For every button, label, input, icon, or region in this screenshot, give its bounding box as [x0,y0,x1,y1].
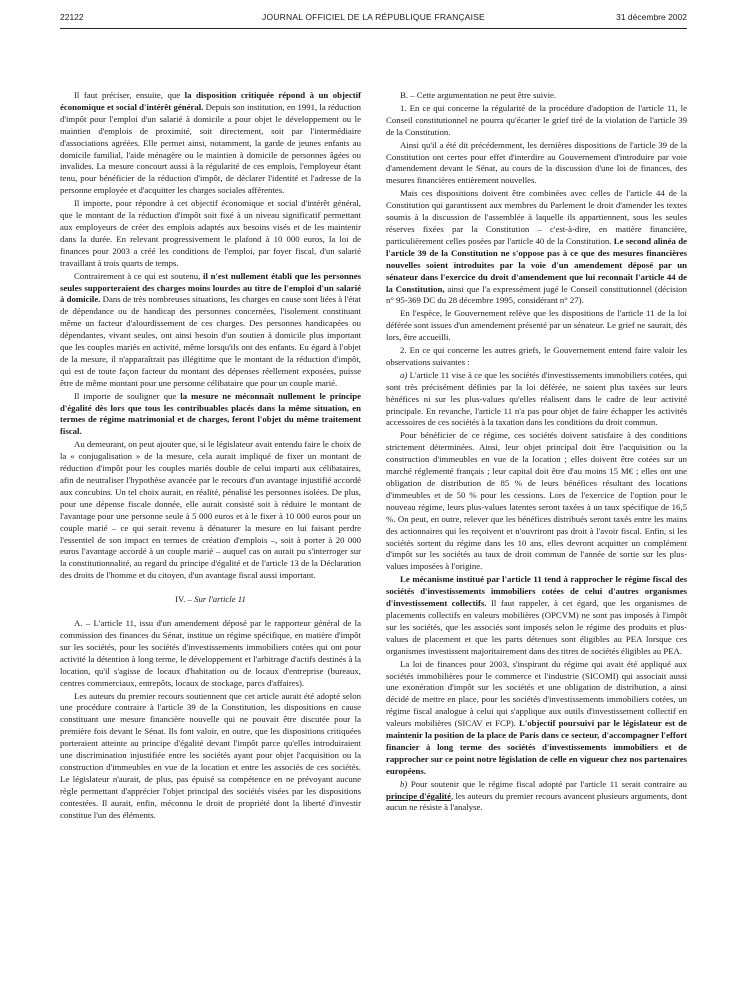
body-paragraph [386,308,687,344]
body-paragraph [386,103,687,139]
text-segment: B. – Cette argumentation ne peut être suivie. [400,90,557,100]
body-paragraph [60,618,361,689]
text-segment: Dans de très nombreuses situations, les charges en cause sont liées à l'état de dépendance ou de handicap des personnes concernées, l'isolement constituant même un facteur d'alourdissement de ces charges. Des personnes handicapées ou dépendantes, vivant seules, ont ainsi besoin d'un soutien à domicile plus important que les couples mariés en activité, même lorsqu'ils ont des enfants. Eu égard à l'objet de la mesure, il n'apparaîtrait pas illégitime que le montant de la réduction d'impôt, qui est de toute façon facteur du montant des dépenses réellement exposées, puisse être de même montant pour une personne célibataire que pour un couple marié. [60,294,361,388]
text-segment: Contrairement à ce qui est soutenu, [74,270,204,281]
text-segment: b) [400,778,408,789]
page-header [60,12,687,28]
section-heading [60,594,361,606]
text-segment: Les auteurs du premier recours soutiennent que cet article aurait été adopté selon une procédure contraire à l'article 39 de la Constitution, les dispositions en cause constituant une mesure financière nouvelle qui ne pouvait être discutée pour la première fois devant le Sénat. Ils font valoir, en outre, que les dispositions critiquées porteraient atteinte au principe d'égalité devant l'impôt parce qu'elles introduiraient une discrimination injustifiée entre les sociétés ayant pour objet l'acquisition ou la construction d'immeubles en vue de la location et entre les associés de ces sociétés. Le législateur n'aurait, de plus, pas épuisé sa compétence en ne prévoyant aucune règle permettant d'apprécier l'objet principal des sociétés visées par les dispositions contestées. Il aurait, enfin, méconnu le droit de propriété dont la liberté d'investir constitue l'un des éléments. [60,690,361,820]
text-segment: Le second alinéa de l'article 39 de la Constitution ne s'oppose pas à ce que des mesures financières nouvelles soient introduites par la voie d'un amendement déposé par un sénateur dans l'exercice du droit d'amendement que lui reconnaît l'article 44 de la Constitution, [386,235,687,294]
text-segment: L'article 11 vise à ce que les sociétés d'investissements immobiliers cotées, qui sont très précisément définies par la loi déférée, ne soient plus taxées sur leurs bénéfices ni sur les plus-values qu'elles réalisent dans le cadre de leur activité principale. En revanche, l'article 11 n'a pas pour objet de faire échapper les activités accessoires de ces sociétés à la taxation dans les conditions du droit commun. [386,369,687,428]
text-segment: a) [400,369,408,380]
text-segment: IV. – [175,594,195,605]
text-segment: Il importe de souligner que [74,390,181,401]
text-segment: En l'espèce, le Gouvernement relève que les dispositions de l'article 11 de la loi déférée sont issues d'un amendement présenté par un sénateur. Le grief ne saurait, dès lors, être accueilli. [386,308,687,343]
body-paragraph [60,391,361,439]
text-segment: La loi de finances pour 2003, s'inspirant du régime qui avait été appliqué aux sociétés immobilières pour le commerce et l'industrie (SICOMI) qui associait aussi une exonération d'impôt sur les sociétés et une obligation de distribution, a ainsi décidé de mettre en place, pour les sociétés d'investissements immobiliers cotées, un régime fiscal analogue à celui qui s'applique aux outils d'investissement collectif en valeurs mobilières (SICAV et FCP). [386,658,687,729]
text-segment: Le mécanisme institué par l'article 11 tend à rapprocher le régime fiscal des sociétés d'investissements immobiliers cotées de celui d'autres organismes d'investissement collectifs. [386,574,687,609]
left-column [60,90,361,822]
body-paragraph [60,198,361,269]
text-segment: la disposition critiquée répond à un objectif économique et social d'intérêt général. [60,90,361,112]
text-segment: A. – L'article 11, issu d'un amendement déposé par le rapporteur général de la commission des finances du Sénat, institue un régime spécifique, en matière d'impôt sur les sociétés, pour les sociétés d'investissements immobiliers cotées qui ont pour activité la détention à long terme, le développement et l'arbitrage d'actifs destinés à la location, qu'il s'agisse de locaux d'habitation ou de locaux d'entreprise (bureaux, centres commerciaux, entrepôts, locaux de stockage, parcs d'affaires). [60,618,361,688]
text-segment: Pour bénéficier de ce régime, ces sociétés doivent satisfaire à des conditions strictement déterminées. Ainsi, leur objet principal doit être l'acquisition ou la construction d'immeubles en vue de la location ; elles doivent être cotées sur un marché réglementé français ; leur capital doit être d'au moins 15 M€ ; elles ont une obligation de distribution de 85 % de leurs bénéfices résultant des locations d'immeubles et de 50 % pour les cessions. Lors de l'exercice de l'option pour le nouveau régime, leurs plus-values latentes seront taxées à un taux spécifique de 16,5 %. On peut, en outre, relever que les bénéfices distribués seront taxés entre les mains des actionnaires qui les reçoivent et n'ouvriront pas droit à l'avoir fiscal. Enfin, si les sociétés sortent du régime dans les 10 ans, elles devront acquitter un complément d'impôt sur les sociétés au taux de droit commun de l'année de sortie sur les plus-values imposées à l'origine. [386,430,687,572]
text-segment: il n'est nullement établi que les personnes seules supporteraient des charges moins lourdes au titre de l'emploi d'un salarié à domicile. [60,270,361,305]
header-rule [60,28,687,29]
text-segment: Pour soutenir que le régime fiscal adopté par l'article 11 serait contraire au [407,778,687,789]
body-paragraph [386,779,687,815]
body-paragraph [386,90,687,102]
body-paragraph [60,439,361,582]
text-segment: Au demeurant, on peut ajouter que, si le législateur avait entendu faire le choix de la « conjugalisation » de la mesure, cela aurait impliqué de fixer un montant de réduction d'impôt pour les couples mariés double de celui imparti aux célibataires, afin de neutraliser l'hypothèse avancée par le recours d'un avantage injustifié accordé aux concubins. Un tel choix aurait, en réalité, pénalisé les personnes isolées. De plus, pour une dépense fiscale donnée, elle aurait consisté soit à réduire le montant de l'avantage pour une personne seule à 5 000 euros et à le fixer à 10 000 euros pour un couple marié – ce qui serait revenu à dénaturer la mesure en lui faisant perdre l'essentiel de son impact en termes de création d'emplois –, soit à porter à 20 000 euros l'avantage accordé à un couple marié – auquel cas on aurait pu s'interroger sur la constitutionnalité, au regard du principe d'égalité et de l'article 13 de la Déclaration des droits de l'homme et du citoyen, d'un avantage fiscal aussi important. [60,439,361,581]
text-segment: L'objectif poursuivi par le législateur est de maintenir la position de la place de Paris dans ce secteur, d'accompagner l'effort financier à long terme des sociétés d'investissements immobiliers et de rapprocher sur ce point notre législation de celle en vigueur chez nos partenaires européens. [386,718,688,776]
body-paragraph [386,188,687,307]
text-segment: Ainsi qu'il a été dit précédemment, les dernières dispositions de l'article 39 de la Constitution ont certes pour effet d'interdire au Gouvernement d'introduire par voie d'amendement devant le Sénat, au cours de la discussion d'une loi de finances, des mesures financières entièrement nouvelles. [386,139,687,186]
body-paragraph [386,140,687,188]
text-segment: Depuis son institution, en 1991, la réduction d'impôt pour l'emploi d'un salarié à domicile a pour objet le développement ou le maintien d'emplois de proximité, soit directement, soit par l'intermédiaire d'associations agréées. Elle permet ainsi, notamment, la garde de jeunes enfants au domicile familial, l'aide ménagère ou le maintien à domicile de personnes âgées ou invalides. La mesure concourt aussi à la régularité de ces emplois, l'employeur étant tenu, pour bénéficier de la réduction d'impôt, de déclarer l'identité et l'adresse de la personne employée et d'acquitter les charges sociales afférentes. [60,101,361,196]
body-paragraph [60,90,361,197]
body-paragraph [386,574,687,657]
right-column [386,90,687,815]
text-segment: la mesure ne méconnaît nullement le principe d'égalité dès lors que tous les contribuables placés dans la même situation, en termes de régime matrimonial et de charges, feront l'objet du même traitement fiscal. [60,390,361,437]
page-number: 22122 [60,12,84,22]
text-segment: , les auteurs du premier recours avancent plusieurs arguments, dont aucun ne résiste à l'analyse. [386,790,688,813]
body-paragraph [60,271,361,390]
body-paragraph [386,430,687,573]
text-segment: Il faut préciser, ensuite, que [74,90,185,100]
text-segment: principe d'égalité [386,790,451,801]
body-paragraph [386,659,687,778]
body-paragraph [60,691,361,822]
text-segment: Il importe, pour répondre à cet objectif économique et social d'intérêt général, que le montant de la réduction d'impôt soit fixé à un niveau significatif permettant aux employeurs de créer des emplois adaptés aux besoins visés et de les maintenir dans la durée. En relevant progressivement le plafond à 10 000 euros, la loi de finances pour 2003 a créé les conditions de l'emploi, par foyer fiscal, d'un salarié travaillant à trois quarts de temps. [60,198,361,268]
journal-title: JOURNAL OFFICIEL DE LA RÉPUBLIQUE FRANÇAISE [262,12,485,22]
text-segment: 2. En ce qui concerne les autres griefs, le Gouvernement entend faire valoir les observations suivantes : [386,345,687,367]
text-segment: 1. En ce qui concerne la régularité de la procédure d'adoption de l'article 11, le Conseil constitutionnel ne pourra qu'écarter le grief tiré de la violation de l'article 39 de la Constitution. [386,102,687,137]
text-segment: Il faut rappeler, à cet égard, que les organismes de placements collectifs en valeurs mobilières (OPCVM) ne sont pas imposés à l'impôt sur les sociétés, que les associés sont imposés selon le régime des produits et plus-values de placement et que les parts détenues sont éligibles au PEA lorsque ces organismes investissent majoritairement dans des titres de sociétés éligibles au PEA. [386,598,687,656]
body-paragraph [386,345,687,369]
publication-date: 31 décembre 2002 [616,12,687,22]
body-paragraph [386,370,687,430]
text-segment: Sur l'article 11 [194,594,246,605]
text-segment: ainsi que l'a expressément jugé le Conseil constitutionnel (décision n° 95-369 DC du 28 décembre 1995, considérant n° 27). [386,283,687,306]
text-segment: Mais ces dispositions doivent être combinées avec celles de l'article 44 de la Constitution qui garantissent aux membres du Parlement le droit d'amender les textes soumis à la discussion de l'assemblée à laquelle ils appartiennent, sous les seules réserves fixées par la Constitution – c'est-à-dire, en matière financière, particulièrement celles posées par l'article 40 de la Constitution. [386,188,687,246]
